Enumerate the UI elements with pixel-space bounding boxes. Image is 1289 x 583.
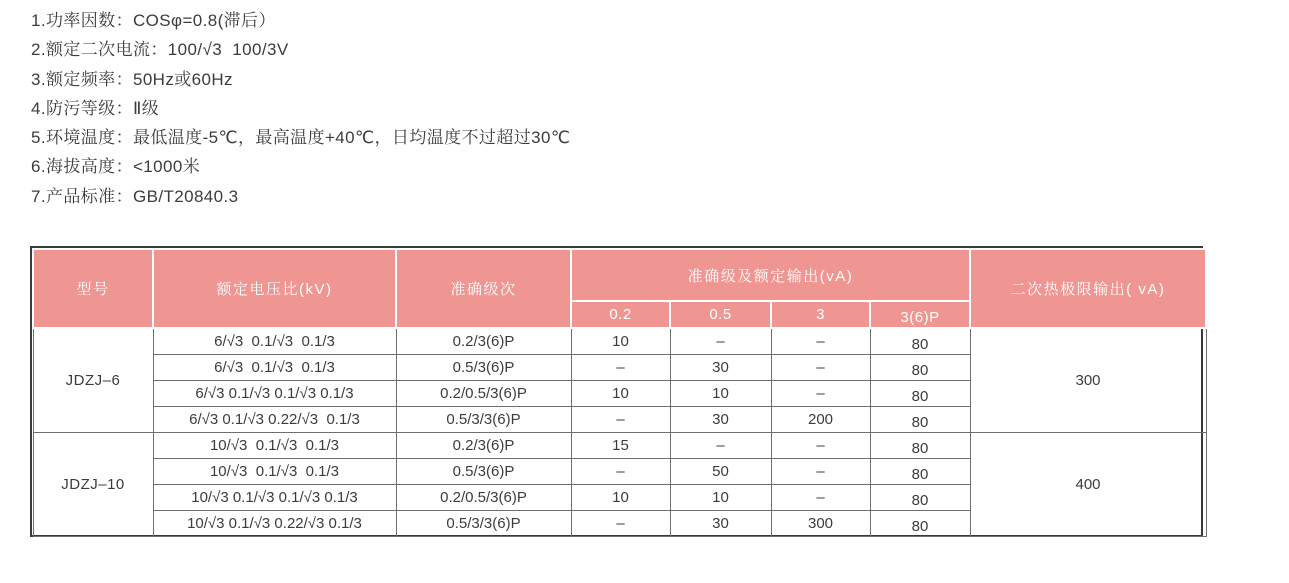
accuracy-cell: 0.5/3/3(6)P xyxy=(396,510,571,536)
output-3-cell: – xyxy=(771,328,870,354)
accuracy-cell: 0.5/3(6)P xyxy=(396,354,571,380)
output-3-6-P-cell: 80 xyxy=(870,328,970,354)
table-row xyxy=(33,328,1206,354)
sub-col-3: 3 xyxy=(771,301,870,328)
spec-line-ambient-temperature: 5.环境温度：最低温度-5℃，最高温度+40℃，日均温度不过超过30℃ xyxy=(31,128,571,148)
accuracy-cell: 0.5/3(6)P xyxy=(396,458,571,484)
accuracy-cell: 0.2/3(6)P xyxy=(396,328,571,354)
output-3-6-P-cell: 80 xyxy=(870,458,970,484)
output-0.5-cell: 10 xyxy=(670,380,771,406)
output-3-6-P-cell: 80 xyxy=(870,354,970,380)
output-3-6-P-cell: 80 xyxy=(870,510,970,536)
accuracy-cell: 0.2/0.5/3(6)P xyxy=(396,380,571,406)
sub-col-0.5: 0.5 xyxy=(670,301,771,328)
output-0.2-cell: 10 xyxy=(571,328,670,354)
spec-line-power-factor: 1.功率因数：COSφ=0.8(滞后） xyxy=(31,11,276,30)
output-0.2-cell: – xyxy=(571,406,670,432)
accuracy-cell: 0.5/3/3(6)P xyxy=(396,406,571,432)
output-3-cell: 200 xyxy=(771,406,870,432)
ratio-cell: 10/√3 0.1/√3 0.1/3 xyxy=(153,458,396,484)
output-0.2-cell: – xyxy=(571,354,670,380)
ratio-cell: 10/√3 0.1/√3 0.1/√3 0.1/3 xyxy=(153,484,396,510)
output-0.2-cell: 15 xyxy=(571,432,670,458)
output-0.2-cell: – xyxy=(571,458,670,484)
accuracy-cell: 0.2/3(6)P xyxy=(396,432,571,458)
output-0.5-cell: 30 xyxy=(670,354,771,380)
spec-line-altitude: 6.海拔高度：<1000米 xyxy=(31,157,201,177)
thermal-limit-cell: 300 xyxy=(970,328,1206,432)
spec-table xyxy=(30,246,1203,537)
ratio-cell: 6/√3 0.1/√3 0.1/√3 0.1/3 xyxy=(153,380,396,406)
ratings-table xyxy=(32,248,1207,537)
output-0.5-cell: – xyxy=(670,432,771,458)
output-0.5-cell: 30 xyxy=(670,406,771,432)
spec-list xyxy=(31,6,570,211)
ratio-cell: 10/√3 0.1/√3 0.1/3 xyxy=(153,432,396,458)
output-3-6-P-cell: 80 xyxy=(870,484,970,510)
spec-line-secondary-current: 2.额定二次电流：100/√3 100/3V xyxy=(31,40,289,60)
output-3-6-P-cell: 80 xyxy=(870,380,970,406)
spec-line-frequency: 3.额定频率：50Hz或60Hz xyxy=(31,69,233,89)
output-3-cell: – xyxy=(771,380,870,406)
spec-line-standard: 7.产品标准：GB/T20840.3 xyxy=(31,186,239,206)
ratio-cell: 6/√3 0.1/√3 0.22/√3 0.1/3 xyxy=(153,406,396,432)
output-0.2-cell: – xyxy=(571,510,670,536)
output-3-cell: 300 xyxy=(771,510,870,536)
col-header-voltage-ratio: 额定电压比(kV) xyxy=(153,249,396,328)
ratio-cell: 6/√3 0.1/√3 0.1/3 xyxy=(153,354,396,380)
model-cell: JDZJ–6 xyxy=(33,328,153,432)
col-header-accuracy-output: 准确级及额定输出(vA) xyxy=(571,249,970,301)
output-3-cell: – xyxy=(771,354,870,380)
sub-col-0.2: 0.2 xyxy=(571,301,670,328)
output-3-cell: – xyxy=(771,432,870,458)
spec-line-pollution-class: 4.防污等级：Ⅱ级 xyxy=(31,98,160,118)
model-cell: JDZJ–10 xyxy=(33,432,153,536)
output-0.2-cell: 10 xyxy=(571,484,670,510)
output-0.5-cell: – xyxy=(670,328,771,354)
ratio-cell: 10/√3 0.1/√3 0.22/√3 0.1/3 xyxy=(153,510,396,536)
output-0.2-cell: 10 xyxy=(571,380,670,406)
col-header-thermal-limit: 二次热极限输出( vA) xyxy=(970,249,1206,328)
col-header-accuracy-class: 准确级次 xyxy=(396,249,571,328)
accuracy-cell: 0.2/0.5/3(6)P xyxy=(396,484,571,510)
output-3-6-P-cell: 80 xyxy=(870,432,970,458)
output-3-6-P-cell: 80 xyxy=(870,406,970,432)
ratio-cell: 6/√3 0.1/√3 0.1/3 xyxy=(153,328,396,354)
table-row xyxy=(33,432,1206,458)
output-3-cell: – xyxy=(771,484,870,510)
sub-col-3-6-P: 3(6)P xyxy=(870,301,970,328)
output-3-cell: – xyxy=(771,458,870,484)
thermal-limit-cell: 400 xyxy=(970,432,1206,536)
output-0.5-cell: 30 xyxy=(670,510,771,536)
output-0.5-cell: 50 xyxy=(670,458,771,484)
header-row-main xyxy=(33,249,1206,301)
col-header-model: 型号 xyxy=(33,249,153,328)
output-0.5-cell: 10 xyxy=(670,484,771,510)
